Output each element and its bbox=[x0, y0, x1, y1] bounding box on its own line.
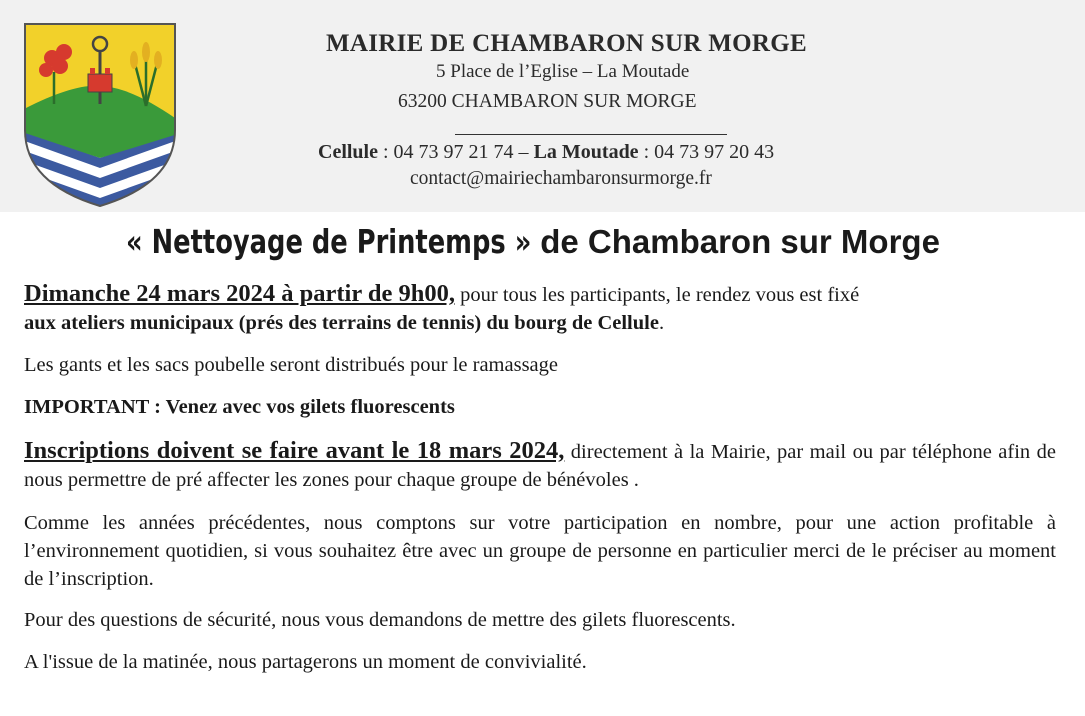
location-end: . bbox=[658, 312, 665, 334]
address-line1: 5 Place de l’Eglise – La Moutade bbox=[436, 61, 690, 82]
paragraph-securite: Pour des questions de sécurité, nous vous demandons de mettre des gilets fluorescents. bbox=[24, 609, 736, 631]
letterhead bbox=[0, 0, 1085, 212]
coat-of-arms-icon bbox=[22, 22, 178, 208]
title-location: de Chambaron sur Morge bbox=[531, 223, 940, 260]
address-line2: 63200 CHAMBARON SUR MORGE bbox=[398, 91, 697, 112]
paragraph-date bbox=[24, 280, 1056, 337]
phone-moutade-number: : 04 73 97 20 43 bbox=[638, 141, 775, 163]
header-divider bbox=[455, 134, 727, 135]
location-text: aux ateliers municipaux (prés des terrains de tennis) du bourg de Cellule bbox=[24, 312, 659, 334]
mairie-name: MAIRIE DE CHAMBARON SUR MORGE bbox=[326, 30, 807, 57]
phone-cellule-label: Cellule bbox=[318, 141, 378, 163]
inscriptions-text: directement à la Mairie, par mail ou par téléphone afin de nous permettre de pré affecter les zones pour chaque groupe de bénévoles . bbox=[24, 441, 1056, 491]
date-heading: Dimanche 24 mars 2024 à partir de 9h00, bbox=[24, 280, 455, 307]
phone-line bbox=[318, 141, 1085, 164]
paragraph-gloves: Les gants et les sacs poubelle seront distribués pour le ramassage bbox=[24, 354, 558, 376]
email-address: contact@mairiechambaronsurmorge.fr bbox=[410, 168, 712, 189]
paragraph-participation: Comme les années précédentes, nous comptons sur votre participation en nombre, pour une action profitable à l’environnement quotidien, si vous souhaitez être avec un groupe de personne en particulier merci de le préciser au moment de l’inscription. bbox=[24, 512, 1056, 590]
inscriptions-heading: Inscriptions doivent se faire avant le 18 mars 2024, bbox=[24, 437, 565, 464]
phone-moutade-label: La Moutade bbox=[533, 141, 639, 163]
paragraph-important: IMPORTANT : Venez avec vos gilets fluorescents bbox=[24, 396, 455, 418]
paragraph-convivialite: A l'issue de la matinée, nous partagerons un moment de convivialité. bbox=[24, 651, 587, 673]
date-text: pour tous les participants, le rendez vous est fixé bbox=[455, 284, 860, 306]
phone-cellule-number: : 04 73 97 21 74 – bbox=[378, 141, 534, 163]
title-event-name: « Nettoyage de Printemps » bbox=[126, 222, 532, 261]
paragraph-inscriptions bbox=[24, 437, 1056, 494]
